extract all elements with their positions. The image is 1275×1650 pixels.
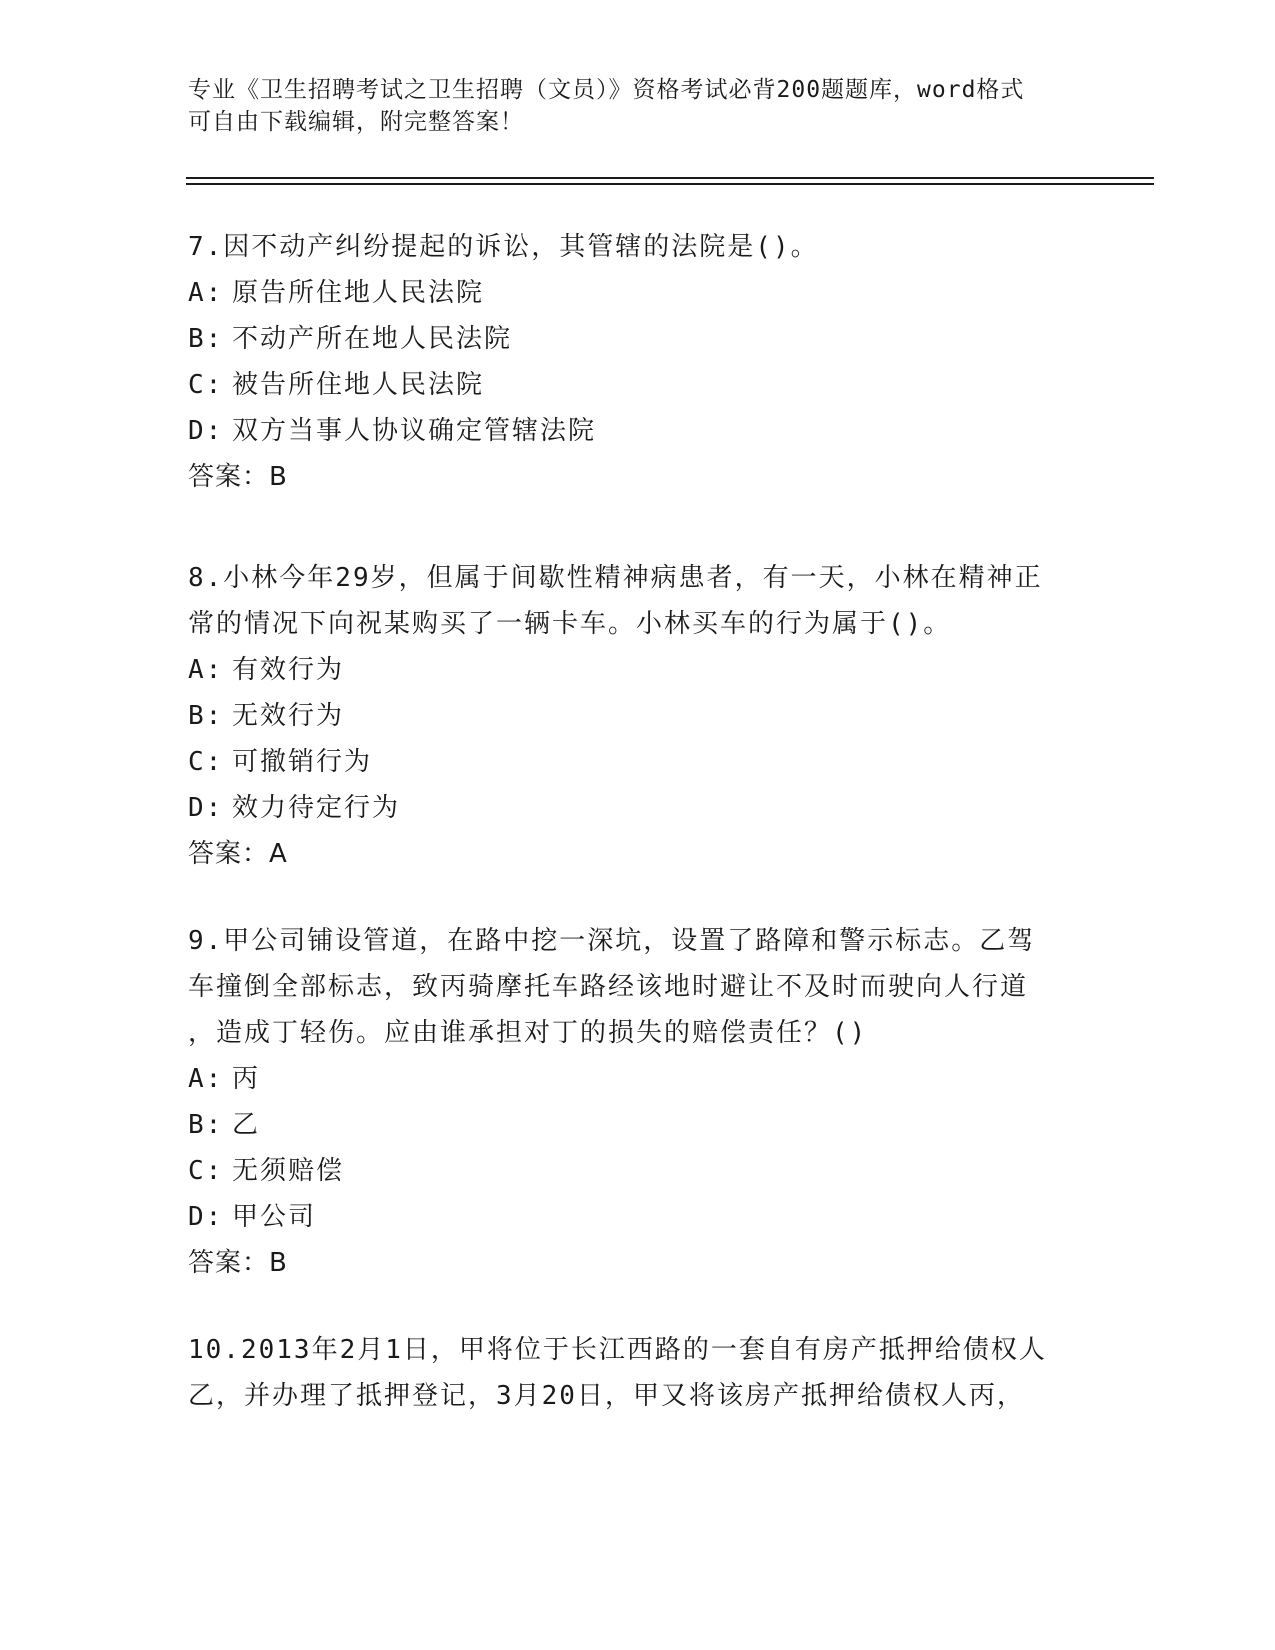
option-text: 可撤销行为 <box>232 747 373 777</box>
option-letter: B: <box>188 701 224 731</box>
question-stem-line-1: 10.2013年2月1日，甲将位于长江西路的一套自有房产抵押给债权人 <box>188 1335 1047 1365</box>
header-title-line-1: 专业《卫生招聘考试之卫生招聘（文员）》资格考试必背200题题库，word格式 <box>188 77 1025 103</box>
option-text: 丙 <box>232 1064 261 1094</box>
option-text: 乙 <box>232 1110 261 1140</box>
option-letter: D: <box>188 416 224 446</box>
question-stem: 7.因不动产纠纷提起的诉讼，其管辖的法院是()。 <box>188 232 819 262</box>
option-d <box>188 785 1088 831</box>
option-text: 双方当事人协议确定管辖法院 <box>232 416 597 446</box>
option-text: 有效行为 <box>232 655 345 685</box>
question-7 <box>188 224 1088 500</box>
question-stem-line-2: 乙，并办理了抵押登记，3月20日，甲又将该房产抵押给债权人丙， <box>188 1381 1025 1411</box>
question-stem-line-2: 常的情况下向祝某购买了一辆卡车。小林买车的行为属于()。 <box>188 609 952 639</box>
question-8 <box>188 555 1088 877</box>
option-text: 原告所住地人民法院 <box>232 278 485 308</box>
option-c <box>188 362 1088 408</box>
option-letter: A: <box>188 278 224 308</box>
answer-line: 答案：B <box>188 462 288 492</box>
option-letter: B: <box>188 1110 224 1140</box>
question-9 <box>188 918 1088 1286</box>
option-a <box>188 270 1088 316</box>
option-a <box>188 1056 1088 1102</box>
header-title-line-2: 可自由下载编辑，附完整答案！ <box>188 109 524 135</box>
option-letter: D: <box>188 1202 224 1232</box>
option-d <box>188 1194 1088 1240</box>
option-letter: A: <box>188 655 224 685</box>
answer-line: 答案：B <box>188 1248 288 1278</box>
option-letter: C: <box>188 747 224 777</box>
option-letter: C: <box>188 1156 224 1186</box>
option-text: 无须赔偿 <box>232 1156 345 1186</box>
question-stem-line-2: 车撞倒全部标志，致丙骑摩托车路经该地时避让不及时而驶向人行道 <box>188 972 1029 1002</box>
option-text: 效力待定行为 <box>232 793 401 823</box>
option-b <box>188 1102 1088 1148</box>
option-c <box>188 1148 1088 1194</box>
header-divider-top <box>186 177 1154 179</box>
option-d <box>188 408 1088 454</box>
option-text: 无效行为 <box>232 701 345 731</box>
option-b <box>188 693 1088 739</box>
option-a <box>188 647 1088 693</box>
question-10 <box>188 1327 1088 1419</box>
option-b <box>188 316 1088 362</box>
option-letter: C: <box>188 370 224 400</box>
option-c <box>188 739 1088 785</box>
option-text: 被告所住地人民法院 <box>232 370 485 400</box>
option-letter: D: <box>188 793 224 823</box>
option-text: 甲公司 <box>232 1202 317 1232</box>
option-text: 不动产所在地人民法院 <box>232 324 513 354</box>
option-letter: B: <box>188 324 224 354</box>
document-header <box>188 74 1088 138</box>
question-stem-line-1: 9.甲公司铺设管道，在路中挖一深坑，设置了路障和警示标志。乙驾 <box>188 926 1036 956</box>
option-letter: A: <box>188 1064 224 1094</box>
question-stem-line-3: ，造成丁轻伤。应由谁承担对丁的损失的赔偿责任？() <box>188 1018 868 1048</box>
answer-line: 答案：A <box>188 839 288 869</box>
header-divider-bottom <box>186 183 1154 185</box>
question-stem-line-1: 8.小林今年29岁，但属于间歇性精神病患者，有一天，小林在精神正 <box>188 563 1043 593</box>
